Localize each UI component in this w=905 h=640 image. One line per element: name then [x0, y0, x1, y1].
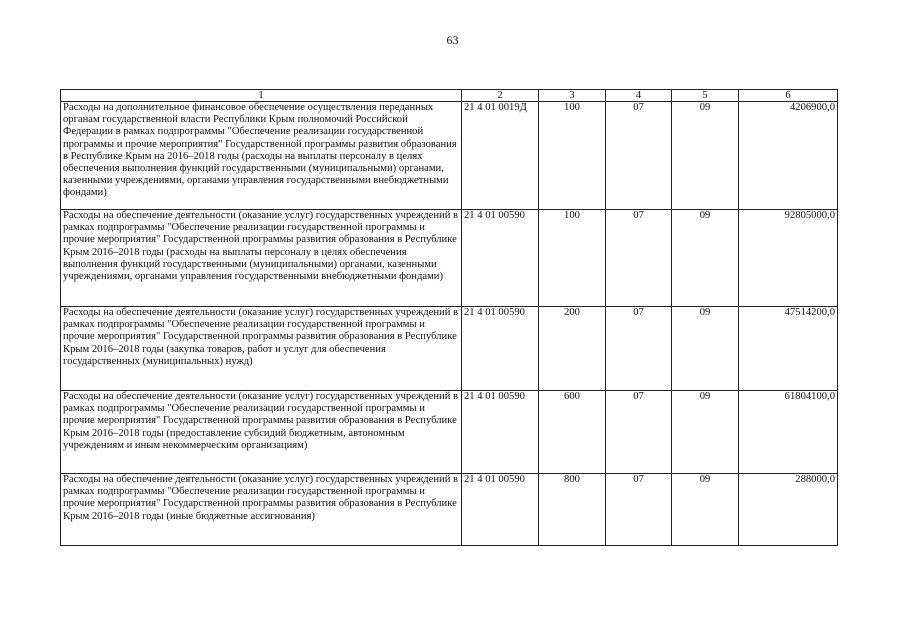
row-description: Расходы на обеспечение деятельности (оказание услуг) государственных учреждений в рамках подпрограммы "Обеспечение реализации государственной программы и прочие мероприятия" Государственной программы развития образования в Республике Крым 2016–2018 годы (расходы на выплаты персоналу в целях обеспечения выполнения функций государственными (муниципальными) органами, казенными учреждениями, органами управления государственными внебюджетными фондами): [61, 210, 462, 307]
row-col3: 200: [539, 307, 606, 391]
table-row: [61, 102, 838, 210]
row-code: 21 4 01 0019Д: [462, 102, 539, 210]
row-col3: 600: [539, 391, 606, 474]
row-amount: 61804100,0: [739, 391, 838, 474]
row-amount: 92805000,0: [739, 210, 838, 307]
table-row: [61, 391, 838, 474]
row-col3: 800: [539, 474, 606, 546]
row-col5: 09: [672, 210, 739, 307]
row-col5: 09: [672, 391, 739, 474]
row-col3: 100: [539, 210, 606, 307]
column-header-1: 1: [61, 90, 462, 102]
page-number: 63: [446, 33, 459, 47]
column-header-4: 4: [606, 90, 672, 102]
table-header-row: [61, 90, 838, 102]
row-col5: 09: [672, 307, 739, 391]
row-col5: 09: [672, 102, 739, 210]
table-row: [61, 474, 838, 546]
row-col4: 07: [606, 307, 672, 391]
row-code: 21 4 01 00590: [462, 307, 539, 391]
table-row: [61, 307, 838, 391]
row-description: Расходы на обеспечение деятельности (оказание услуг) государственных учреждений в рамках подпрограммы "Обеспечение реализации государственной программы и прочие мероприятия" Государственной программы развития образования в Республике Крым 2016–2018 годы (предоставление субсидий бюджетным, автономным учреждениям и иным некоммерческим организациям): [61, 391, 462, 474]
row-col4: 07: [606, 102, 672, 210]
column-header-2: 2: [462, 90, 539, 102]
row-code: 21 4 01 00590: [462, 474, 539, 546]
row-amount: 47514200,0: [739, 307, 838, 391]
row-col4: 07: [606, 391, 672, 474]
row-col3: 100: [539, 102, 606, 210]
row-col4: 07: [606, 210, 672, 307]
row-description: Расходы на обеспечение деятельности (оказание услуг) государственных учреждений в рамках подпрограммы "Обеспечение реализации государственной программы и прочие мероприятия" Государственной программы развития образования в Республике Крым 2016–2018 годы (закупка товаров, работ и услуг для обеспечения государственных (муниципальных) нужд): [61, 307, 462, 391]
row-amount: 288000,0: [739, 474, 838, 546]
row-description: Расходы на дополнительное финансовое обеспечение осуществления переданных органам государственной власти Республики Крым полномочий Российской Федерации в рамках подпрограммы "Обеспечение реализации государственной программы и прочие мероприятия" Государственной программы развития образования в Республике Крым на 2016–2018 годы (расходы на выплаты персоналу в целях обеспечения выполнения функций государственными (муниципальными) органами, казенными учреждениями, органами управления государственными внебюджетными фондами): [61, 102, 462, 210]
row-code: 21 4 01 00590: [462, 391, 539, 474]
row-col5: 09: [672, 474, 739, 546]
column-header-3: 3: [539, 90, 606, 102]
budget-table: [60, 89, 838, 546]
column-header-6: 6: [739, 90, 838, 102]
row-code: 21 4 01 00590: [462, 210, 539, 307]
table-row: [61, 210, 838, 307]
row-amount: 4206900,0: [739, 102, 838, 210]
column-header-5: 5: [672, 90, 739, 102]
row-col4: 07: [606, 474, 672, 546]
row-description: Расходы на обеспечение деятельности (оказание услуг) государственных учреждений в рамках подпрограммы "Обеспечение реализации государственной программы и прочие мероприятия" Государственной программы развития образования в Республике Крым 2016–2018 годы (иные бюджетные ассигнования): [61, 474, 462, 546]
